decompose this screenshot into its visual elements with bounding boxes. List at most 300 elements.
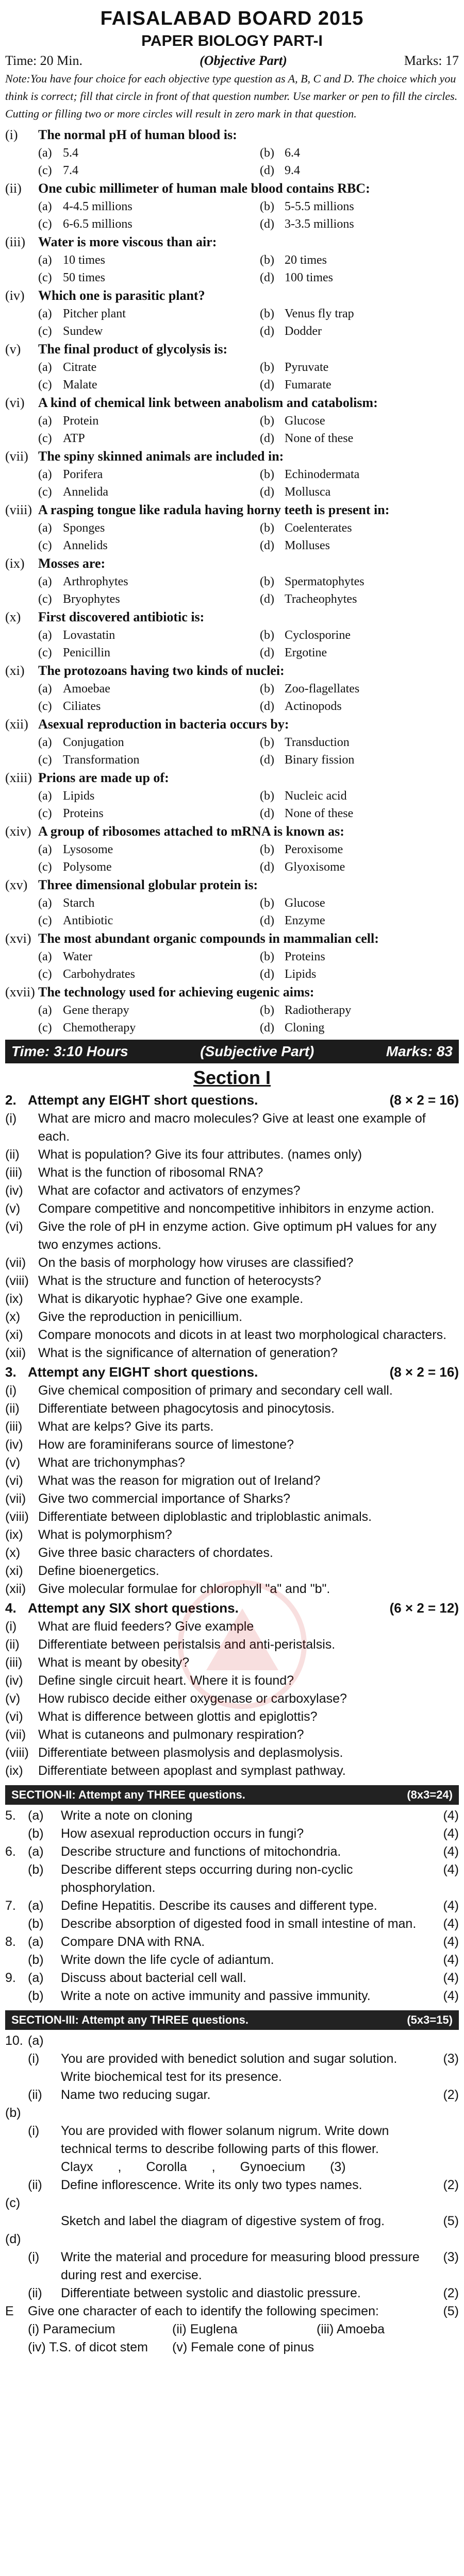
option-letter: (c) (38, 753, 52, 767)
option-text: Peroxisome (285, 843, 343, 856)
mcq-option (260, 430, 464, 447)
mcq-stem (5, 233, 459, 251)
option-text: 6.4 (285, 146, 300, 160)
option-letter: (b) (260, 414, 274, 428)
part-letter: (a) (28, 1971, 44, 1985)
option-letter: (b) (260, 629, 274, 642)
part-marks: (2) (443, 2178, 459, 2192)
part-letter: (b) (28, 1917, 44, 1931)
option-letter: (a) (38, 736, 52, 749)
mcq-option (260, 787, 464, 805)
option-text: Transduction (285, 736, 350, 749)
part-text: How rubisco decide either oxygenase or carboxylase? (38, 1691, 347, 1706)
part-text: On the basis of morphology how viruses are classified? (38, 1256, 354, 1270)
mcq-option (260, 698, 464, 715)
mcq-option (260, 251, 464, 269)
part-text: Give three basic characters of chordates. (38, 1546, 273, 1560)
mcq-item (5, 501, 459, 554)
option-letter: (b) (260, 736, 274, 749)
option-text: 50 times (63, 271, 105, 284)
part-text: Define inflorescence. Write its only two types names. (61, 2178, 362, 2192)
option-letter: (b) (260, 200, 274, 213)
mcq-option (260, 912, 464, 929)
option-text: Porifera (63, 468, 103, 481)
option-letter: (b) (260, 950, 274, 963)
part-marks: (3) (443, 2052, 459, 2066)
mcq-question: A rasping tongue like radula having horny teeth is present in: (38, 502, 390, 517)
part-letter: (a) (28, 1808, 44, 1823)
part-number: (ii) (5, 1147, 20, 1162)
mcq-option (38, 698, 260, 715)
part-text: How asexual reproduction occurs in fungi? (61, 1826, 304, 1841)
part-letter: E (5, 2304, 14, 2318)
mcq-option (260, 680, 464, 698)
part-number: (i) (5, 1619, 17, 1634)
option-text: Nucleic acid (285, 789, 347, 803)
part-number: (i) (5, 1111, 17, 1126)
part-text: What is the significance of alternation of generation? (38, 1346, 338, 1360)
option-letter: (a) (38, 521, 52, 535)
option-text: Transformation (63, 753, 140, 767)
long-question (5, 1807, 459, 1825)
mcq-option (260, 894, 464, 912)
practical-question-number (5, 2032, 459, 2050)
option-letter: (a) (38, 682, 52, 696)
mcq-item (5, 983, 459, 1037)
option-letter: (a) (38, 896, 52, 910)
mcq-option (38, 1002, 260, 1019)
mcq-option (260, 323, 464, 340)
part-marks: (4) (443, 1862, 459, 1877)
part-text: Write a note on cloning (61, 1808, 193, 1823)
option-letter: (a) (38, 361, 52, 374)
part-number: (xi) (5, 1328, 23, 1342)
short-question (5, 1544, 459, 1562)
mcq-option (38, 269, 260, 286)
mcq-options (5, 680, 459, 715)
question-number (5, 2050, 28, 2086)
option-letter: (a) (38, 414, 52, 428)
short-question (5, 1508, 459, 1526)
part-letter: (a) (28, 2033, 44, 2048)
long-question (5, 1861, 459, 1897)
mcq-item (5, 608, 459, 662)
part-number: (xii) (5, 1346, 26, 1360)
mcq-stem (5, 662, 459, 680)
question-head (5, 1362, 459, 1382)
question-number (5, 1915, 28, 1933)
part-number: (vi) (5, 1709, 23, 1724)
option-letter: (b) (260, 896, 274, 910)
section-three-bar (5, 2010, 459, 2030)
option-letter: (a) (38, 468, 52, 481)
part-text: Write down the life cycle of adiantum. (61, 1953, 274, 1967)
question-marks: (6 × 2 = 12) (389, 1600, 459, 1616)
part-marks (430, 2122, 459, 2158)
option-text: Coelenterates (285, 521, 352, 535)
part-text: Differentiate between plasmolysis and deplasmolysis. (38, 1745, 343, 1760)
part-number: (ii) (28, 2178, 42, 2192)
mcq-option (38, 412, 260, 430)
option-letter: (d) (260, 860, 274, 874)
part-text: What are trichonymphas? (38, 1455, 185, 1470)
short-question (5, 1272, 459, 1290)
specimen-list (5, 2320, 459, 2357)
option-text: 7.4 (63, 164, 78, 177)
short-question (5, 1436, 459, 1454)
mcq-question: The final product of glycolysis is: (38, 342, 228, 357)
option-text: Protein (63, 414, 99, 428)
short-question (5, 1146, 459, 1164)
long-question (5, 1933, 459, 1951)
option-letter: (b) (260, 361, 274, 374)
mcq-item (5, 929, 459, 983)
question-instruction: Attempt any EIGHT short questions. (28, 1092, 258, 1108)
specimen-name: Female cone of pinus (191, 2340, 314, 2354)
part-text: Describe absorption of digested food in small intestine of man. (61, 1917, 417, 1931)
mcq-options (5, 948, 459, 983)
mcq-option (38, 751, 260, 769)
question-number: 6. (5, 1844, 16, 1859)
short-question (5, 1726, 459, 1744)
part-marks: (4) (443, 1935, 459, 1949)
option-letter: (d) (260, 164, 274, 177)
part-text: Give two commercial importance of Sharks? (38, 1492, 291, 1506)
mcq-stem (5, 501, 459, 519)
option-letter: (c) (38, 432, 52, 445)
mcq-option (38, 251, 260, 269)
specimen-number: (iv) (28, 2340, 46, 2354)
short-question (5, 1326, 459, 1344)
part-number (28, 2212, 61, 2230)
option-text: Radiotherapy (285, 1004, 352, 1017)
option-letter: (b) (260, 682, 274, 696)
option-text: Gene therapy (63, 1004, 129, 1017)
part-text: Compare DNA with RNA. (61, 1935, 205, 1949)
option-text: Cloning (285, 1021, 325, 1035)
option-text: 10 times (63, 253, 105, 267)
option-letter: (c) (38, 164, 52, 177)
part-text: What is difference between glottis and epiglottis? (38, 1709, 318, 1724)
mcq-stem (5, 126, 459, 144)
question-number (5, 1987, 28, 2005)
option-text: Pitcher plant (63, 307, 126, 320)
option-letter: (a) (38, 200, 52, 213)
part-number: (vii) (5, 1727, 26, 1742)
mcq-option (38, 483, 260, 501)
mcq-item (5, 179, 459, 233)
mcq-option (260, 573, 464, 590)
mcq-option (260, 412, 464, 430)
mcq-question: The technology used for achieving eugenic aims: (38, 985, 314, 999)
part-marks: (4) (443, 1989, 459, 2003)
part-text: Differentiate between phagocytosis and pinocytosis. (38, 1401, 335, 1416)
mcq-item (5, 769, 459, 822)
mcq-stem (5, 286, 459, 305)
mcq-option (260, 483, 464, 501)
mcq-option (260, 144, 464, 162)
mcq-option (260, 751, 464, 769)
mcq-number: (xvi) (5, 931, 31, 946)
part-number: (vii) (5, 1256, 26, 1270)
option-letter: (b) (260, 253, 274, 267)
part-text: Write a note on active immunity and passive immunity. (61, 1989, 371, 2003)
option-text: Chemotherapy (63, 1021, 136, 1035)
option-letter: (c) (38, 700, 52, 713)
mcq-number: (iii) (5, 234, 25, 249)
option-text: 4-4.5 millions (63, 200, 132, 213)
short-question (5, 1400, 459, 1418)
short-question (5, 1762, 459, 1780)
mcq-option (38, 359, 260, 376)
long-question (5, 1843, 459, 1861)
long-question (5, 1915, 459, 1933)
mcq-item (5, 340, 459, 394)
mcq-options (5, 359, 459, 394)
option-letter: (d) (260, 914, 274, 927)
mcq-option (260, 305, 464, 323)
option-text: Lovastatin (63, 629, 115, 642)
option-text: Polysome (63, 860, 112, 874)
option-letter: (d) (260, 592, 274, 606)
mcq-question: Mosses are: (38, 556, 106, 571)
mcq-stem (5, 608, 459, 626)
mcq-option (38, 841, 260, 858)
part-number: (vi) (5, 1473, 23, 1488)
part-text: What is the structure and function of heterocysts? (38, 1274, 321, 1288)
mcq-number: (xvii) (5, 985, 35, 999)
option-letter: (d) (260, 1021, 274, 1035)
long-question (5, 1897, 459, 1915)
question-number (5, 2248, 28, 2284)
mcq-stem (5, 929, 459, 948)
option-letter: (d) (260, 968, 274, 981)
mcq-number: (xv) (5, 877, 28, 892)
question-head (5, 1090, 459, 1110)
practical-line (5, 2050, 459, 2086)
part-marks: (5) (443, 2214, 459, 2228)
option-letter: (c) (38, 807, 52, 820)
option-text: Water (63, 950, 92, 963)
option-text: Enzyme (285, 914, 325, 927)
mcq-item (5, 447, 459, 501)
mcq-question: The most abundant organic compounds in mammalian cell: (38, 931, 379, 946)
question-head-left (5, 1362, 258, 1382)
mcq-number: (xii) (5, 717, 28, 732)
question-number: 8. (5, 1935, 16, 1949)
part-number: (iv) (5, 1437, 23, 1452)
option-letter: (b) (260, 789, 274, 803)
part-marks: (2) (443, 2286, 459, 2300)
short-question (5, 1744, 459, 1762)
question-number (5, 2122, 28, 2158)
flower-term: Gynoecium (240, 2160, 306, 2174)
option-text: 20 times (285, 253, 327, 267)
option-text: None of these (285, 807, 354, 820)
part-text: Compare competitive and noncompetitive inhibitors in enzyme action. (38, 1201, 435, 1216)
mcq-option (38, 537, 260, 554)
specimen-item (317, 2320, 461, 2338)
option-letter: (a) (38, 253, 52, 267)
short-question (5, 1344, 459, 1362)
part-text: What is polymorphism? (38, 1528, 172, 1542)
flower-term: , (118, 2160, 122, 2174)
option-letter: (a) (38, 629, 52, 642)
option-text: Glucose (285, 414, 325, 428)
mcq-stem (5, 769, 459, 787)
practical-part-label (5, 2230, 459, 2248)
short-question (5, 1164, 459, 1182)
option-text: Sundew (63, 325, 103, 338)
part-number: (ii) (5, 1637, 20, 1652)
mcq-option (38, 305, 260, 323)
mcq-question: Water is more viscous than air: (38, 234, 217, 249)
specimen-name: T.S. of dicot stem (49, 2340, 148, 2354)
part-letter: (a) (28, 1899, 44, 1913)
option-text: 9.4 (285, 164, 300, 177)
part-number: (i) (28, 2052, 40, 2066)
question-instruction: Attempt any SIX short questions. (28, 1600, 239, 1616)
part-letter: (c) (5, 2196, 21, 2210)
mcq-option (260, 537, 464, 554)
part-text: What is cutaneons and pulmonary respiration? (38, 1727, 304, 1742)
mcq-number: (xiii) (5, 770, 32, 785)
objective-time: Time: 20 Min. (5, 53, 83, 68)
option-letter: (c) (38, 914, 52, 927)
option-text: Carbohydrates (63, 968, 135, 981)
part-text: Sketch and label the diagram of digestive system of frog. (61, 2214, 385, 2228)
part-text: Give chemical composition of primary and secondary cell wall. (38, 1383, 393, 1398)
mcq-option (38, 805, 260, 822)
short-question (5, 1200, 459, 1218)
option-text: Sponges (63, 521, 105, 535)
mcq-option (38, 590, 260, 608)
mcq-option (38, 519, 260, 537)
part-marks: (4) (443, 1971, 459, 1985)
option-letter: (d) (260, 753, 274, 767)
mcq-item (5, 126, 459, 179)
option-letter: (d) (260, 217, 274, 231)
mcq-question: Which one is parasitic plant? (38, 288, 205, 303)
option-letter: (d) (260, 700, 274, 713)
mcq-stem (5, 983, 459, 1002)
part-text: You are provided with flower solanum nigrum. Write down technical terms to describe following parts of this flower. (61, 2124, 389, 2156)
option-text: 5.4 (63, 146, 78, 160)
mcq-options (5, 519, 459, 554)
mcq-option (260, 376, 464, 394)
mcq-number: (x) (5, 609, 21, 624)
flower-term: , (211, 2160, 216, 2174)
option-letter: (d) (260, 807, 274, 820)
mcq-number: (viii) (5, 502, 32, 517)
option-text: Citrate (63, 361, 97, 374)
part-text: What are fluid feeders? Give example (38, 1619, 254, 1634)
part-letter: (d) (5, 2232, 21, 2246)
mcq-option (38, 573, 260, 590)
mcq-option (260, 858, 464, 876)
option-letter: (d) (260, 271, 274, 284)
part-letter: (b) (28, 1953, 44, 1967)
part-marks: (4) (443, 1808, 459, 1823)
option-text: Actinopods (285, 700, 342, 713)
mcq-item (5, 876, 459, 929)
flower-term: Clayx (61, 2160, 93, 2174)
option-text: Starch (63, 896, 95, 910)
mcq-option (38, 734, 260, 751)
question-number (5, 2212, 28, 2230)
practical-line (5, 2248, 459, 2284)
mcq-option (38, 912, 260, 929)
option-letter: (c) (38, 325, 52, 338)
short-question (5, 1382, 459, 1400)
option-letter: (d) (260, 539, 274, 552)
part-marks: (4) (443, 1953, 459, 1967)
objective-marks: Marks: 17 (404, 53, 459, 68)
section-two-bar (5, 1785, 459, 1805)
option-text: 6-6.5 millions (63, 217, 132, 231)
part-text: Define Hepatitis. Describe its causes and different type. (61, 1899, 377, 1913)
mcq-item (5, 715, 459, 769)
mcq-option (260, 965, 464, 983)
mcq-question: The spiny skinned animals are included in: (38, 449, 284, 464)
part-number: (ix) (5, 1528, 23, 1542)
option-letter: (b) (260, 307, 274, 320)
specimen-item (28, 2320, 172, 2338)
mcq-option (260, 948, 464, 965)
part-text: You are provided with benedict solution and sugar solution. Write biochemical test for its presence. (61, 2052, 397, 2084)
part-letter: (b) (28, 1826, 44, 1841)
option-text: Malate (63, 378, 97, 392)
mcq-option (38, 162, 260, 179)
specimen-name: Paramecium (43, 2322, 115, 2336)
option-text: Conjugation (63, 736, 124, 749)
short-question (5, 1418, 459, 1436)
mcq-question: Prions are made up of: (38, 770, 169, 785)
option-letter: (a) (38, 146, 52, 160)
mcq-option (38, 466, 260, 483)
part-text: Give the reproduction in penicillium. (38, 1310, 243, 1324)
option-text: Proteins (63, 807, 104, 820)
option-text: Venus fly trap (285, 307, 354, 320)
question-number (5, 1951, 28, 1969)
question-number (5, 2176, 28, 2194)
option-letter: (c) (38, 217, 52, 231)
short-question (5, 1472, 459, 1490)
option-letter: (a) (38, 575, 52, 588)
subjective-marks: Marks: 83 (386, 1043, 453, 1059)
part-text: Define bioenergetics. (38, 1564, 159, 1578)
option-letter: (d) (260, 485, 274, 499)
part-text: Describe structure and functions of mitochondria. (61, 1844, 341, 1859)
part-number: (x) (5, 1310, 21, 1324)
mcq-option (38, 858, 260, 876)
flower-term: Corolla (146, 2160, 187, 2174)
subjective-bar (5, 1040, 459, 1063)
option-text: Bryophytes (63, 592, 120, 606)
practical-line (5, 2086, 459, 2104)
mcq-stem (5, 715, 459, 734)
option-letter: (c) (38, 860, 52, 874)
mcq-number: (xi) (5, 663, 25, 678)
specimen-item (28, 2338, 172, 2357)
question-number (5, 2086, 28, 2104)
part-number: (i) (5, 1383, 17, 1398)
flower-terms (5, 2158, 459, 2176)
mcq-question: Asexual reproduction in bacteria occurs by: (38, 717, 289, 732)
mcq-options (5, 894, 459, 929)
part-text: Give one character of each to identify the following specimen: (28, 2304, 379, 2318)
option-text: Lipids (285, 968, 317, 981)
